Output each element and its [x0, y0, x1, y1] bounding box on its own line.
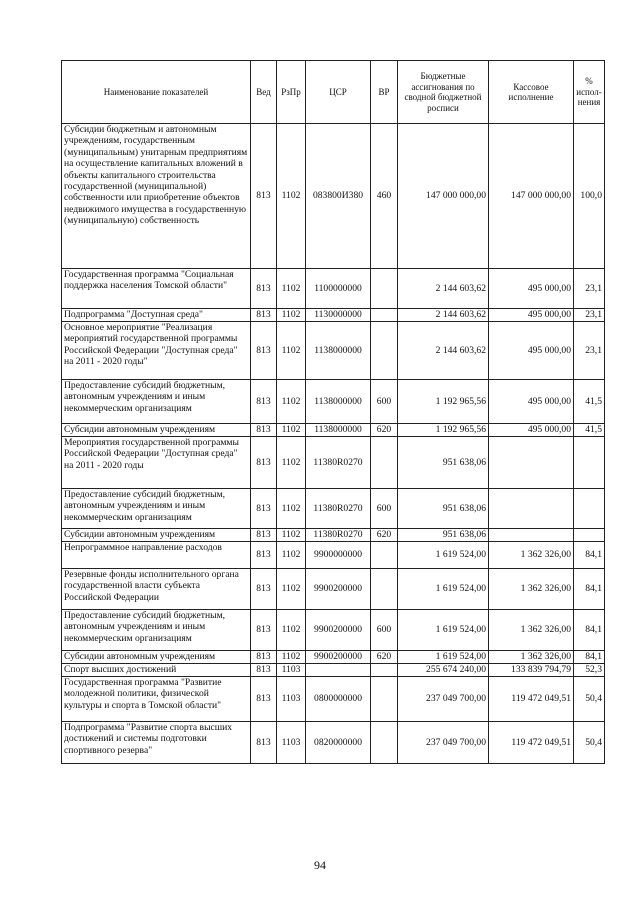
header-vr: ВР [371, 61, 398, 124]
cell-rzpr: 1102 [277, 610, 306, 651]
table-row [62, 124, 605, 269]
cell-ved: 813 [251, 542, 277, 569]
cell-rzpr: 1103 [277, 677, 306, 722]
cell-percent [574, 437, 605, 489]
cell-csr: 0800000000 [306, 677, 371, 722]
cell-name: Государственная программа "Социальная поддержка населения Томской области" [62, 269, 251, 309]
cell-name: Субсидии бюджетным и автономным учреждениям, государственным (муниципальным) унитарным предприятиям на осуществление капитальных вложений в объекты капитального строительства государственной (муниципальной) собственности или приобретение объектов недвижимого имущества в государственную (муниципальную) собственность [62, 124, 251, 269]
cell-percent: 52,3 [574, 664, 605, 677]
cell-csr: 1138000000 [306, 322, 371, 380]
cell-cash [489, 489, 574, 529]
cell-vr [371, 542, 398, 569]
header-ved: Вед [251, 61, 277, 124]
table-row [62, 380, 605, 424]
table-row [62, 322, 605, 380]
cell-vr [371, 677, 398, 722]
cell-ved: 813 [251, 424, 277, 437]
cell-cash: 1 362 326,00 [489, 610, 574, 651]
cell-csr: 083800И380 [306, 124, 371, 269]
cell-rzpr: 1102 [277, 322, 306, 380]
cell-rzpr: 1102 [277, 124, 306, 269]
cell-cash: 495 000,00 [489, 269, 574, 309]
cell-csr: 9900200000 [306, 569, 371, 610]
cell-budget: 2 144 603,62 [398, 322, 489, 380]
cell-name: Подпрограмма "Доступная среда" [62, 309, 251, 322]
cell-ved: 813 [251, 651, 277, 664]
cell-vr [371, 569, 398, 610]
cell-name: Непрограммное направление расходов [62, 542, 251, 569]
cell-csr: 1138000000 [306, 424, 371, 437]
cell-ved: 813 [251, 610, 277, 651]
table-body [62, 124, 605, 764]
table-row [62, 309, 605, 322]
table-row [62, 542, 605, 569]
cell-rzpr: 1103 [277, 664, 306, 677]
cell-percent: 23,1 [574, 322, 605, 380]
cell-csr [306, 664, 371, 677]
cell-name: Субсидии автономным учреждениям [62, 651, 251, 664]
header-percent: % испол-нения [574, 61, 605, 124]
cell-name: Предоставление субсидий бюджетным, автономным учреждениям и иным некоммерческим организациям [62, 380, 251, 424]
cell-cash: 1 362 326,00 [489, 542, 574, 569]
cell-vr: 460 [371, 124, 398, 269]
cell-ved: 813 [251, 677, 277, 722]
cell-percent: 23,1 [574, 269, 605, 309]
cell-vr [371, 437, 398, 489]
cell-budget: 1 192 965,56 [398, 380, 489, 424]
cell-name: Государственная программа "Развитие молодежной политики, физической культуры и спорта в Томской области" [62, 677, 251, 722]
cell-budget: 2 144 603,62 [398, 269, 489, 309]
cell-ved: 813 [251, 489, 277, 529]
table-row [62, 569, 605, 610]
cell-rzpr: 1102 [277, 437, 306, 489]
cell-vr [371, 664, 398, 677]
cell-budget: 237 049 700,00 [398, 722, 489, 764]
cell-vr: 620 [371, 651, 398, 664]
cell-budget: 1 619 524,00 [398, 610, 489, 651]
cell-budget: 951 638,06 [398, 489, 489, 529]
cell-csr: 1130000000 [306, 309, 371, 322]
table-row [62, 722, 605, 764]
cell-name: Мероприятия государственной программы Российской Федерации "Доступная среда" на 2011 - 2020 годы [62, 437, 251, 489]
cell-vr: 600 [371, 610, 398, 651]
cell-csr: 1138000000 [306, 380, 371, 424]
header-cash: Кассовое исполнение [489, 61, 574, 124]
cell-rzpr: 1102 [277, 424, 306, 437]
cell-csr: 11380R0270 [306, 529, 371, 542]
cell-percent [574, 529, 605, 542]
cell-ved: 813 [251, 569, 277, 610]
cell-percent: 84,1 [574, 610, 605, 651]
cell-name: Субсидии автономным учреждениям [62, 424, 251, 437]
cell-rzpr: 1102 [277, 529, 306, 542]
page-number: 94 [314, 858, 326, 872]
header-name: Наименование показателей [62, 61, 251, 124]
cell-cash [489, 437, 574, 489]
cell-budget: 2 144 603,62 [398, 309, 489, 322]
cell-vr [371, 322, 398, 380]
cell-vr [371, 269, 398, 309]
cell-csr: 9900200000 [306, 651, 371, 664]
cell-percent [574, 489, 605, 529]
table-row [62, 677, 605, 722]
cell-rzpr: 1103 [277, 722, 306, 764]
cell-rzpr: 1102 [277, 489, 306, 529]
table-row [62, 437, 605, 489]
cell-vr [371, 309, 398, 322]
cell-cash: 495 000,00 [489, 380, 574, 424]
table-row [62, 651, 605, 664]
cell-vr [371, 722, 398, 764]
cell-cash: 1 362 326,00 [489, 651, 574, 664]
cell-budget: 951 638,06 [398, 529, 489, 542]
cell-ved: 813 [251, 322, 277, 380]
cell-budget: 1 619 524,00 [398, 651, 489, 664]
cell-percent: 84,1 [574, 542, 605, 569]
cell-cash: 495 000,00 [489, 322, 574, 380]
cell-rzpr: 1102 [277, 309, 306, 322]
cell-cash: 495 000,00 [489, 424, 574, 437]
header-csr: ЦСР [306, 61, 371, 124]
table-row [62, 664, 605, 677]
cell-budget: 951 638,06 [398, 437, 489, 489]
cell-vr: 620 [371, 424, 398, 437]
cell-rzpr: 1102 [277, 651, 306, 664]
cell-csr: 11380R0270 [306, 437, 371, 489]
cell-csr: 11380R0270 [306, 489, 371, 529]
table-row [62, 610, 605, 651]
cell-cash: 147 000 000,00 [489, 124, 574, 269]
cell-rzpr: 1102 [277, 269, 306, 309]
header-budget: Бюджетные ассигнования по сводной бюджетной росписи [398, 61, 489, 124]
cell-budget: 255 674 240,00 [398, 664, 489, 677]
cell-csr: 0820000000 [306, 722, 371, 764]
cell-name: Резервные фонды исполнительного органа государственной власти субъекта Российской Федерации [62, 569, 251, 610]
table-row [62, 489, 605, 529]
cell-budget: 147 000 000,00 [398, 124, 489, 269]
cell-percent: 41,5 [574, 380, 605, 424]
cell-vr: 600 [371, 380, 398, 424]
cell-percent: 84,1 [574, 569, 605, 610]
cell-percent: 100,0 [574, 124, 605, 269]
cell-ved: 813 [251, 664, 277, 677]
cell-name: Спорт высших достижений [62, 664, 251, 677]
cell-rzpr: 1102 [277, 569, 306, 610]
cell-name: Предоставление субсидий бюджетным, автономным учреждениям и иным некоммерческим организациям [62, 489, 251, 529]
cell-rzpr: 1102 [277, 380, 306, 424]
cell-percent: 50,4 [574, 677, 605, 722]
cell-name: Подпрограмма "Развитие спорта высших достижений и системы подготовки спортивного резерва" [62, 722, 251, 764]
cell-ved: 813 [251, 437, 277, 489]
cell-ved: 813 [251, 722, 277, 764]
cell-budget: 1 619 524,00 [398, 542, 489, 569]
cell-ved: 813 [251, 529, 277, 542]
cell-budget: 1 192 965,56 [398, 424, 489, 437]
cell-csr: 1100000000 [306, 269, 371, 309]
header-rzpr: РзПр [277, 61, 306, 124]
table-row [62, 269, 605, 309]
cell-csr: 9900000000 [306, 542, 371, 569]
cell-name: Субсидии автономным учреждениям [62, 529, 251, 542]
cell-ved: 813 [251, 124, 277, 269]
cell-cash: 1 362 326,00 [489, 569, 574, 610]
cell-cash: 119 472 049,51 [489, 677, 574, 722]
cell-cash [489, 529, 574, 542]
table-row [62, 529, 605, 542]
cell-budget: 237 049 700,00 [398, 677, 489, 722]
cell-percent: 50,4 [574, 722, 605, 764]
cell-csr: 9900200000 [306, 610, 371, 651]
cell-ved: 813 [251, 269, 277, 309]
cell-budget: 1 619 524,00 [398, 569, 489, 610]
cell-ved: 813 [251, 380, 277, 424]
cell-cash: 495 000,00 [489, 309, 574, 322]
cell-percent: 41,5 [574, 424, 605, 437]
cell-vr: 600 [371, 489, 398, 529]
cell-percent: 84,1 [574, 651, 605, 664]
cell-cash: 133 839 794,79 [489, 664, 574, 677]
budget-execution-table [61, 60, 605, 764]
cell-name: Предоставление субсидий бюджетным, автономным учреждениям и иным некоммерческим организациям [62, 610, 251, 651]
cell-vr: 620 [371, 529, 398, 542]
cell-cash: 119 472 049,51 [489, 722, 574, 764]
table-row [62, 424, 605, 437]
cell-percent: 23,1 [574, 309, 605, 322]
table-header-row [62, 61, 605, 124]
cell-name: Основное мероприятие "Реализация мероприятий государственной программы Российской Федерации "Доступная среда" на 2011 - 2020 годы" [62, 322, 251, 380]
cell-ved: 813 [251, 309, 277, 322]
cell-rzpr: 1102 [277, 542, 306, 569]
